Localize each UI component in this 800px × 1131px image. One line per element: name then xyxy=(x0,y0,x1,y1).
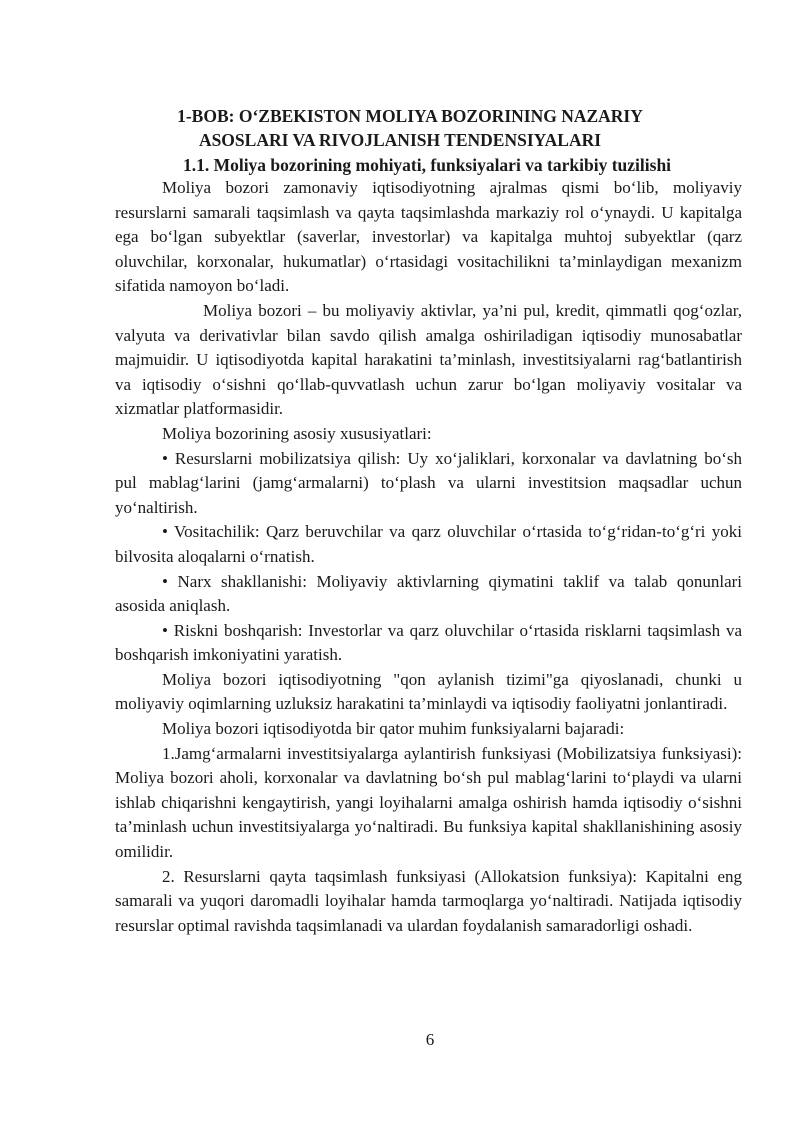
paragraph-features-heading: Moliya bozorining asosiy xususiyatlari: xyxy=(162,423,432,443)
function-1: 1.Jamg‘armalarni investitsiyalarga aylantirish funksiyasi (Mobilizatsiya funksiyasi): Moliya bozori aholi, korxonalar va davlatning bo‘sh pul mablag‘larini to‘playdi va ularni ishlab chiqarishni kengaytirish, yangi loyihalarni amalga oshirish hamda iqtisodiy o‘sishni ta’minlash uchun investitsiyalarga yo‘naltiradi. Bu funksiya kapital shakllanishining asosiy omilidir. xyxy=(115,743,742,862)
bullet-price-formation: • Narx shakllanishi: Moliyaviy aktivlarning qiymatini taklif va talab qonunlari asosida aniqlash. xyxy=(115,571,742,616)
page-number: 6 xyxy=(425,1030,435,1049)
bullet-intermediation: • Vositachilik: Qarz beruvchilar va qarz oluvchilar o‘rtasida to‘g‘ridan-to‘g‘ri yoki bilvosita aloqalarni o‘rnatish. xyxy=(115,522,742,566)
body-text xyxy=(115,176,742,938)
bullet-mobilization: • Resurslarni mobilizatsiya qilish: Uy xo‘jaliklari, korxonalar va davlatning bo‘sh pul mablag‘larini (jamg‘armalarni) to‘plash va ularni investitsion maqsadlar uchun yo‘naltirish. xyxy=(115,448,742,517)
function-2: 2. Resurslarni qayta taqsimlash funksiyasi (Allokatsion funksiya): Kapitalni eng samarali va yuqori daromadli loyihalar hamda tarmoqlarga yo‘naltiradi. Natijada iqtisodiy resurslar optimal ravishda taqsimlanadi va ulardan foydalanish samaradorligi oshadi. xyxy=(115,866,742,935)
paragraph-circulation: Moliya bozori iqtisodiyotning "qon aylanish tizimi"ga qiyoslanadi, chunki u moliyaviy oqimlarning uzluksiz harakatini ta’minlaydi va iqtisodiy faoliyatni jonlantiradi. xyxy=(115,669,742,714)
bullet-risk-management: • Riskni boshqarish: Investorlar va qarz oluvchilar o‘rtasida risklarni taqsimlash va boshqarish imkoniyatini yaratish. xyxy=(115,620,742,665)
chapter-title-line-2: ASOSLARI VA RIVOJLANISH TENDENSIYALARI xyxy=(198,130,602,150)
section-title: 1.1. Moliya bozorining mohiyati, funksiyalari va tarkibiy tuzilishi xyxy=(182,155,672,175)
chapter-title-line-1: 1-BOB: O‘ZBEKISTON MOLIYA BOZORINING NAZARIY xyxy=(177,106,643,126)
paragraph-functions-heading: Moliya bozori iqtisodiyotda bir qator muhim funksiyalarni bajaradi: xyxy=(162,719,625,739)
paragraph-intro: Moliya bozori zamonaviy iqtisodiyotning ajralmas qismi bo‘lib, moliyaviy resurslarni samarali taqsimlash va qayta taqsimlashda markaziy rol o‘ynaydi. U kapitalga ega bo‘lgan subyektlar (saverlar, investorlar) va kapitalga muhtoj subyektlar (qarz oluvchilar, korxonalar, hukumatlar) o‘rtasidagi vositachilikni ta’minlaydigan mexanizm sifatida namoyon bo‘ladi. xyxy=(115,178,742,296)
paragraph-definition: Moliya bozori – bu moliyaviy aktivlar, ya’ni pul, kredit, qimmatli qog‘ozlar, valyuta va derivativlar bilan savdo qilish amalga oshiriladigan iqtisodiy munosabatlar majmuidir. U iqtisodiyotda kapital harakatini ta’minlash, investitsiyalarni rag‘batlantirish va iqtisodiy o‘sishni qo‘llab-quvvatlash uchun zarur bo‘lgan moliyaviy vositalar va xizmatlar platformasidir. xyxy=(115,300,742,419)
